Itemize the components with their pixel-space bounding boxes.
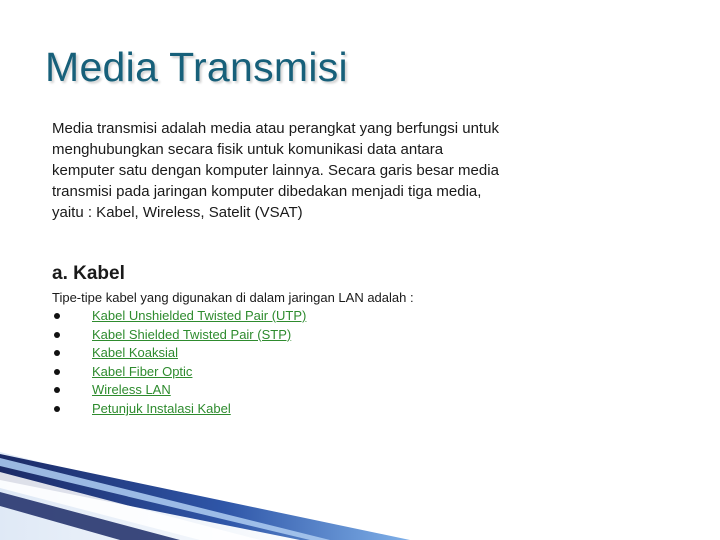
list-item [52,307,306,326]
bullet-icon [54,369,60,375]
link-instalasi-kabel[interactable]: Petunjuk Instalasi Kabel [92,400,231,416]
link-utp[interactable]: Kabel Unshielded Twisted Pair (UTP) [92,308,307,323]
list-item [52,381,306,400]
list-item [52,363,306,382]
intro-paragraph: Media transmisi adalah media atau perangkat yang berfungsi untuk menghubungkan secara fisik untuk komunikasi data antara kemputer satu dengan komputer lainnya. Secara garis besar media transmisi pada jaringan komputer dibedakan menjadi tiga media, yaitu : Kabel, Wireless, Satelit (VSAT) [52,120,499,221]
link-stp[interactable]: Kabel Shielded Twisted Pair (STP) [92,326,292,342]
link-fiber-optic[interactable]: Kabel Fiber Optic [92,363,193,379]
bullet-icon [54,350,60,356]
bullet-icon [54,313,60,319]
link-koaksial[interactable]: Kabel Koaksial [92,345,178,361]
link-wireless-lan[interactable]: Wireless LAN [92,382,171,398]
bullet-icon [54,332,60,338]
list-item [52,326,306,345]
slide-title: Media Transmisi [45,44,348,90]
list-item [52,400,306,419]
corner-swoosh-decoration [0,440,720,540]
section-heading: a. Kabel [52,263,125,284]
list-item [52,344,306,363]
cable-type-list [52,307,306,419]
section-lead-text: Tipe-tipe kabel yang digunakan di dalam jaringan LAN adalah : [52,290,414,305]
bullet-icon [54,406,60,412]
bullet-icon [54,387,60,393]
